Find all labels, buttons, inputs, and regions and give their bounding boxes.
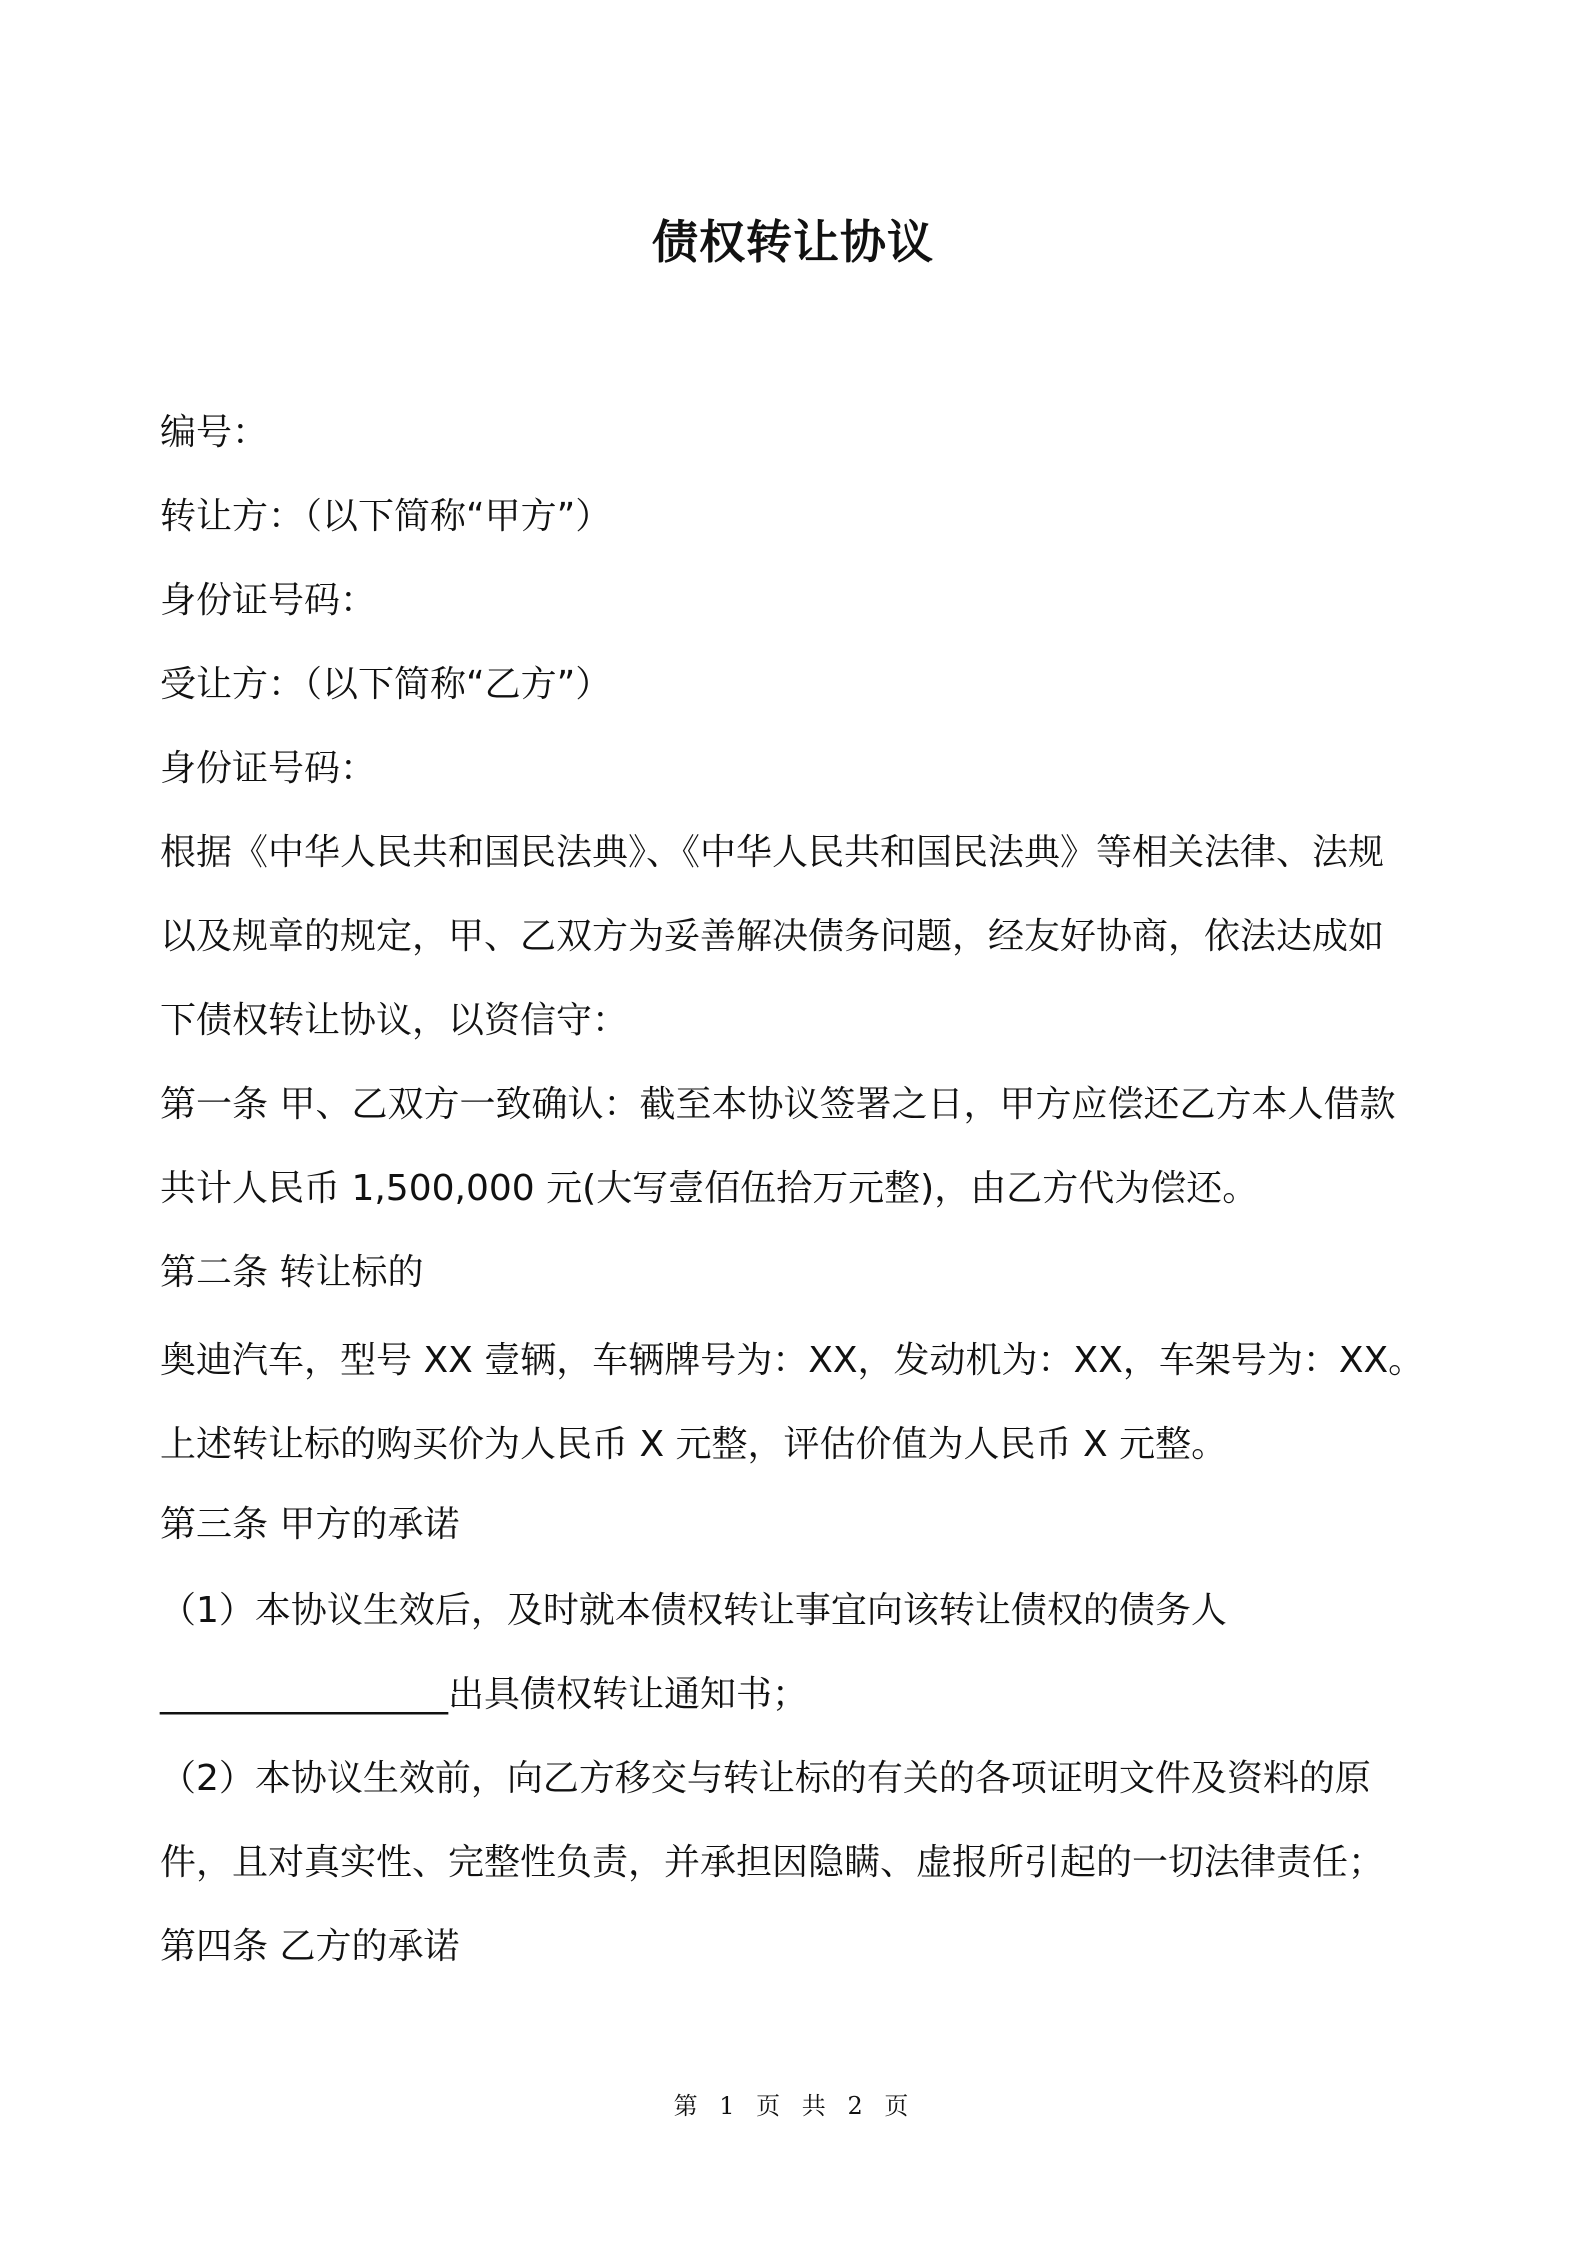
page-number-footer: 第 1 页 共 2 页 bbox=[673, 2092, 913, 2120]
article-3-item-2: （2）本协议生效前，向乙方移交与转让标的有关的各项证明文件及资料的原 bbox=[160, 1758, 1371, 1799]
serial-number-label: 编号： bbox=[160, 412, 269, 453]
article-4-heading: 第四条 乙方的承诺 bbox=[160, 1926, 460, 1967]
article-1-line: 共计人民币 1,500,000 元(大写壹佰伍拾万元整)，由乙方代为偿还。 bbox=[160, 1168, 1259, 1209]
preamble-line: 下债权转让协议，以资信守： bbox=[160, 1000, 629, 1041]
article-2-heading: 第二条 转让标的 bbox=[160, 1252, 424, 1293]
preamble-line: 根据《中华人民共和国民法典》、《中华人民共和国民法典》等相关法律、法规 bbox=[160, 832, 1385, 873]
article-2-line: 上述转让标的购买价为人民币 X 元整，评估价值为人民币 X 元整。 bbox=[160, 1424, 1228, 1465]
article-2-line: 奥迪汽车，型号 XX 壹辆，车辆牌号为：XX，发动机为：XX，车架号为：XX。 bbox=[160, 1340, 1425, 1381]
transferor-id-label: 身份证号码： bbox=[160, 580, 377, 621]
article-3-item-1: ________________出具债权转让通知书； bbox=[160, 1674, 809, 1715]
document-title: 债权转让协议 bbox=[652, 215, 934, 269]
transferee-id-label: 身份证号码： bbox=[160, 748, 377, 789]
preamble-line: 以及规章的规定，甲、乙双方为妥善解决债务问题，经友好协商，依法达成如 bbox=[160, 916, 1385, 957]
transferee-label: 受让方：（以下简称“乙方”） bbox=[160, 664, 612, 705]
transferor-label: 转让方：（以下简称“甲方”） bbox=[160, 496, 612, 537]
article-3-heading: 第三条 甲方的承诺 bbox=[160, 1504, 460, 1545]
article-3-item-1: （1）本协议生效后，及时就本债权转让事宜向该转让债权的债务人 bbox=[160, 1590, 1227, 1631]
article-3-item-2: 件，且对真实性、完整性负责，并承担因隐瞒、虚报所引起的一切法律责任； bbox=[160, 1842, 1385, 1883]
article-1-line: 第一条 甲、乙双方一致确认：截至本协议签署之日，甲方应偿还乙方本人借款 bbox=[160, 1084, 1396, 1125]
